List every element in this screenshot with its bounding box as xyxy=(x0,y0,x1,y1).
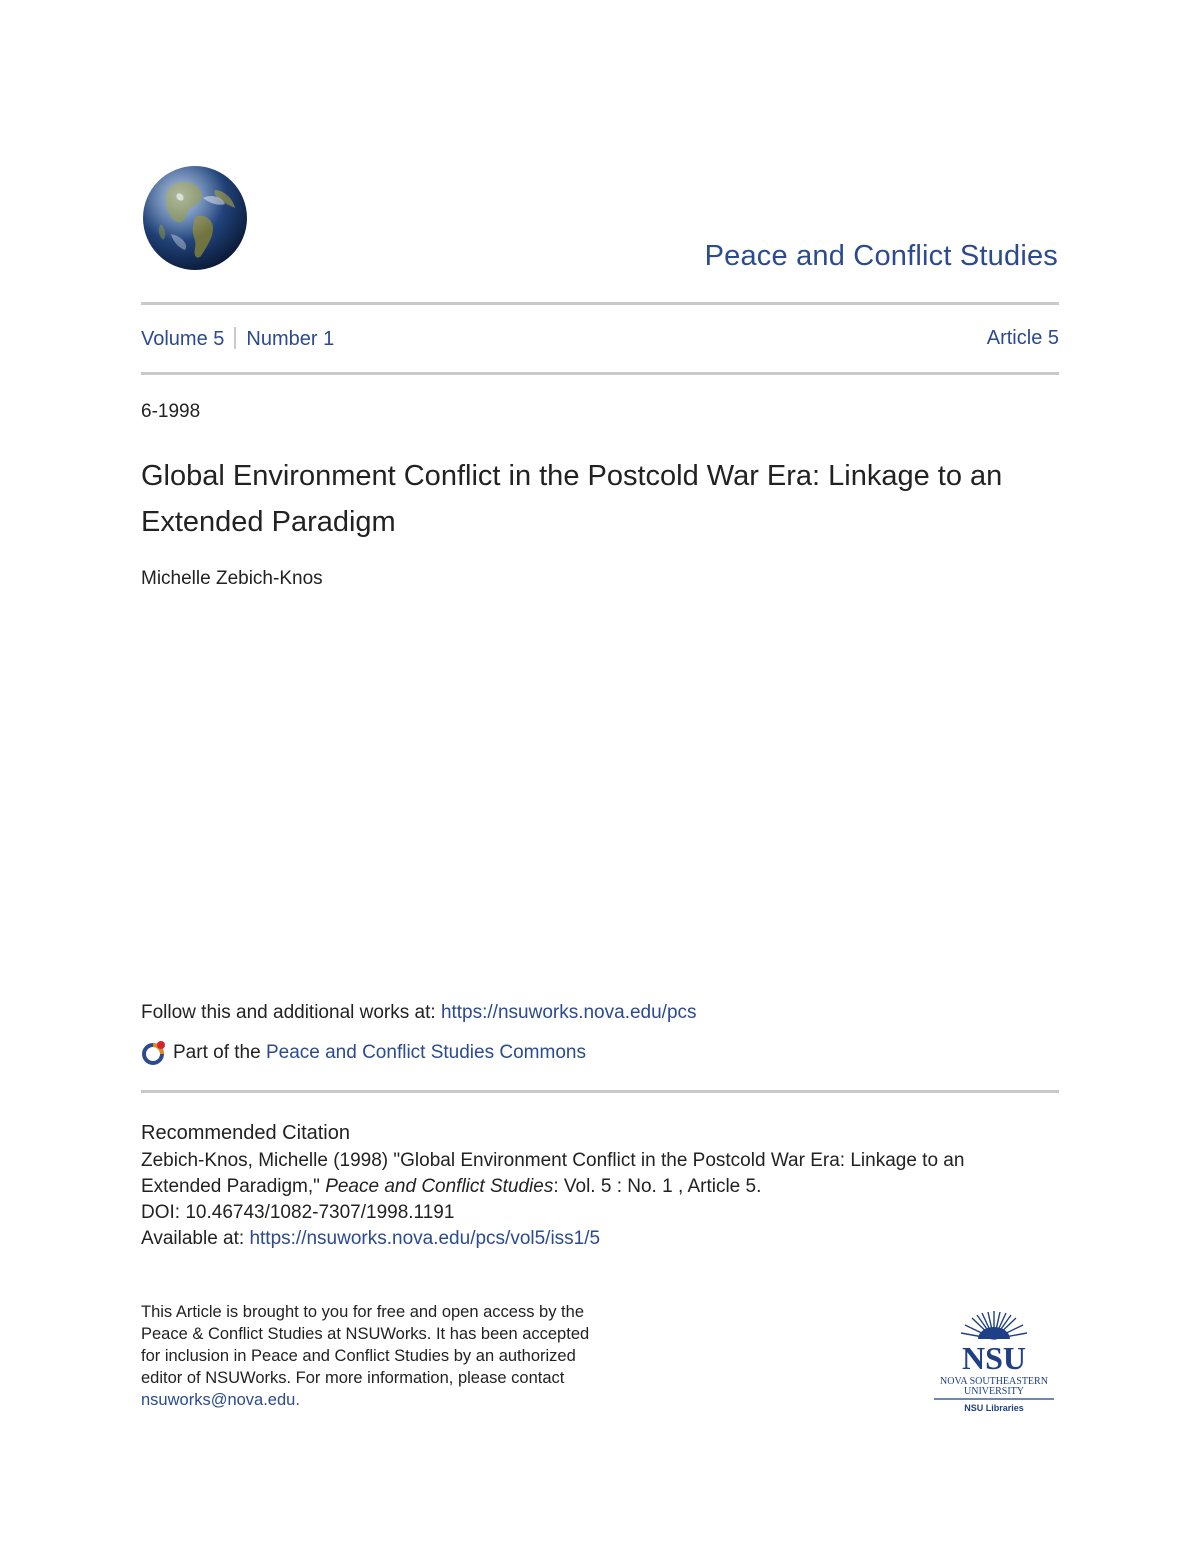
available-prefix: Available at: xyxy=(141,1228,250,1249)
issue-links xyxy=(141,327,334,351)
follow-line xyxy=(141,1002,697,1024)
header-divider-top xyxy=(141,302,1059,305)
citation-available xyxy=(141,1226,1041,1252)
follow-url-link[interactable]: https://nsuworks.nova.edu/pcs xyxy=(440,1002,697,1023)
access-statement xyxy=(141,1301,611,1411)
issue-separator xyxy=(234,327,236,349)
logo-nsu-text: NSU xyxy=(961,1340,1027,1376)
header-divider-bottom xyxy=(141,372,1059,375)
citation-divider xyxy=(141,1090,1059,1093)
logo-line-3: NSU Libraries xyxy=(964,1403,1024,1413)
citation-line-2 xyxy=(141,1174,1041,1200)
globe-icon xyxy=(141,164,249,272)
contact-email-link[interactable]: nsuworks@nova.edu. xyxy=(141,1391,300,1409)
citation-heading: Recommended Citation xyxy=(141,1122,350,1144)
logo-line-2: UNIVERSITY xyxy=(964,1386,1024,1397)
publication-date: 6-1998 xyxy=(141,401,201,422)
citation-line-1: Zebich-Knos, Michelle (1998) "Global Environment Conflict in the Postcold War Era: Linkage to an xyxy=(141,1150,965,1171)
citation-journal: Peace and Conflict Studies xyxy=(325,1176,554,1197)
citation-line-2-suffix: : Vol. 5 : No. 1 , Article 5. xyxy=(553,1176,762,1197)
access-statement-text: This Article is brought to you for free and open access by the Peace & Conflict Studies at NSUWorks. It has been accepted for inclusion in Peace and Conflict Studies by an authorized editor of NSUWorks. For more information, please contact xyxy=(141,1303,590,1387)
commons-link[interactable]: Peace and Conflict Studies Commons xyxy=(265,1042,586,1063)
article-title: Global Environment Conflict in the Postcold War Era: Linkage to an Extended Paradigm xyxy=(141,460,1003,538)
part-of-line xyxy=(141,1040,586,1066)
volume-link[interactable]: Volume 5 xyxy=(141,328,225,350)
recommended-citation xyxy=(141,1120,1041,1252)
part-of-prefix: Part of the xyxy=(173,1042,266,1063)
citation-doi: DOI: 10.46743/1082-7307/1998.1191 xyxy=(141,1202,455,1223)
nsu-libraries-logo xyxy=(926,1305,1062,1417)
number-link[interactable]: Number 1 xyxy=(246,328,335,350)
journal-title[interactable]: Peace and Conflict Studies xyxy=(704,240,1058,272)
available-url-link[interactable]: https://nsuworks.nova.edu/pcs/vol5/iss1/5 xyxy=(249,1228,601,1249)
logo-line-1: NOVA SOUTHEASTERN xyxy=(940,1376,1048,1387)
network-commons-icon xyxy=(141,1040,167,1066)
citation-line-2-prefix: Extended Paradigm," xyxy=(141,1176,326,1197)
follow-prefix: Follow this and additional works at: xyxy=(141,1002,441,1023)
article-author: Michelle Zebich-Knos xyxy=(141,568,323,589)
issue-bar xyxy=(141,327,1059,355)
article-number-link[interactable]: Article 5 xyxy=(986,327,1059,349)
